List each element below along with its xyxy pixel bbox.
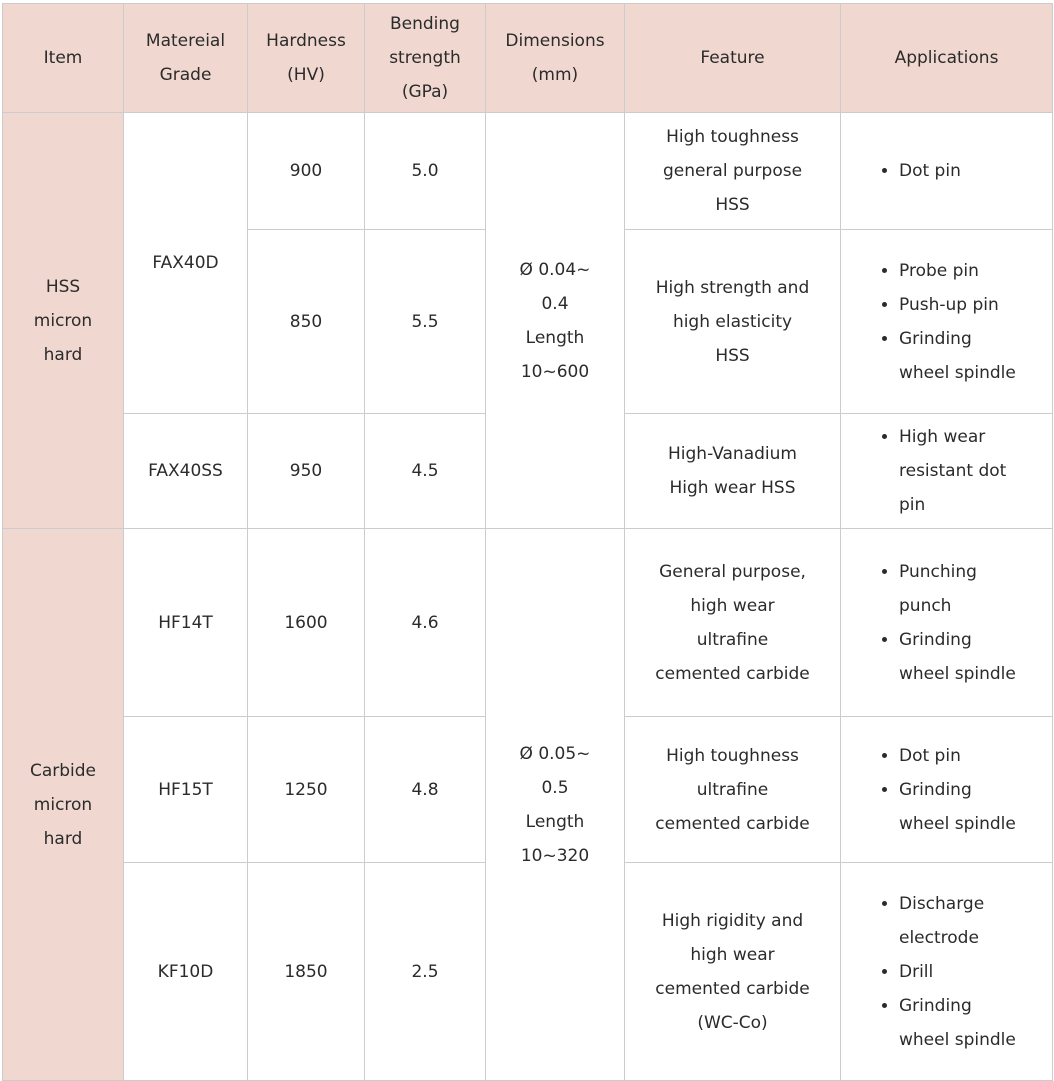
- dimension-line: 0.4: [541, 293, 569, 314]
- dimension-line: Length: [525, 327, 585, 348]
- applications-list: [877, 254, 1017, 390]
- cell-feature: High toughness general purpose HSS: [625, 113, 841, 230]
- applications-list: [877, 555, 1017, 691]
- applications-list: [877, 420, 1017, 522]
- header-feature: Feature: [625, 4, 841, 113]
- cell-grade-hf15t: HF15T: [124, 717, 248, 863]
- cell-grade-hf14t: HF14T: [124, 529, 248, 717]
- application-item: • High wear resistant dot pin: [899, 420, 1017, 522]
- application-item: • Grinding wheel spindle: [899, 773, 1017, 841]
- application-item: • Dot pin: [899, 739, 1017, 773]
- cell-bending: 5.5: [365, 230, 486, 414]
- cell-applications: [841, 414, 1053, 529]
- dimension-line: Ø 0.04~: [519, 259, 591, 280]
- cell-bending: 2.5: [365, 863, 486, 1081]
- dimension-line: Length: [525, 811, 585, 832]
- cell-hardness: 950: [248, 414, 365, 529]
- cell-hardness: 850: [248, 230, 365, 414]
- header-material-grade: Matereial Grade: [124, 4, 248, 113]
- cell-bending: 5.0: [365, 113, 486, 230]
- application-item: • Probe pin: [899, 254, 1017, 288]
- dimension-line: 10~320: [520, 845, 590, 866]
- cell-feature: High toughness ultrafine cemented carbide: [625, 717, 841, 863]
- cell-grade-fax40ss: FAX40SS: [124, 414, 248, 529]
- cell-bending: 4.6: [365, 529, 486, 717]
- cell-hardness: 900: [248, 113, 365, 230]
- application-item: • Grinding wheel spindle: [899, 322, 1017, 390]
- cell-dimensions-carbide: [486, 529, 625, 1081]
- dimension-line: Ø 0.05~: [519, 743, 591, 764]
- material-spec-table: [2, 3, 1053, 1081]
- cell-hardness: 1600: [248, 529, 365, 717]
- cell-bending: 4.8: [365, 717, 486, 863]
- header-row: [3, 4, 1053, 113]
- cell-feature: High strength and high elasticity HSS: [625, 230, 841, 414]
- application-item: • Dot pin: [899, 154, 1017, 188]
- header-applications: Applications: [841, 4, 1053, 113]
- dimension-line: 10~600: [520, 361, 590, 382]
- cell-feature: General purpose, high wear ultrafine cemented carbide: [625, 529, 841, 717]
- dimension-line: 0.5: [541, 777, 569, 798]
- cell-applications: [841, 230, 1053, 414]
- table-body: [3, 113, 1053, 1081]
- cell-applications: [841, 529, 1053, 717]
- cell-hardness: 1250: [248, 717, 365, 863]
- application-item: • Grinding wheel spindle: [899, 989, 1017, 1057]
- applications-list: [877, 154, 1017, 188]
- application-item: • Drill: [899, 955, 1017, 989]
- applications-list: [877, 739, 1017, 841]
- applications-list: [877, 887, 1017, 1057]
- cell-dimensions-hss: [486, 113, 625, 529]
- cell-applications: [841, 863, 1053, 1081]
- header-bending-strength: Bending strength (GPa): [365, 4, 486, 113]
- table-header: [3, 4, 1053, 113]
- cell-item-hss: HSS micron hard: [3, 113, 124, 529]
- table-row: [3, 529, 1053, 717]
- header-item: Item: [3, 4, 124, 113]
- header-dimensions: Dimensions (mm): [486, 4, 625, 113]
- application-item: • Grinding wheel spindle: [899, 623, 1017, 691]
- cell-item-carbide: Carbide micron hard: [3, 529, 124, 1081]
- cell-grade-fax40d: FAX40D: [124, 113, 248, 414]
- cell-hardness: 1850: [248, 863, 365, 1081]
- cell-feature: High rigidity and high wear cemented carbide (WC-Co): [625, 863, 841, 1081]
- cell-feature: High-Vanadium High wear HSS: [625, 414, 841, 529]
- cell-applications: [841, 113, 1053, 230]
- application-item: • Punching punch: [899, 555, 1017, 623]
- table-row: [3, 113, 1053, 230]
- cell-applications: [841, 717, 1053, 863]
- application-item: • Discharge electrode: [899, 887, 1017, 955]
- header-hardness: Hardness (HV): [248, 4, 365, 113]
- cell-grade-kf10d: KF10D: [124, 863, 248, 1081]
- cell-bending: 4.5: [365, 414, 486, 529]
- application-item: • Push-up pin: [899, 288, 1017, 322]
